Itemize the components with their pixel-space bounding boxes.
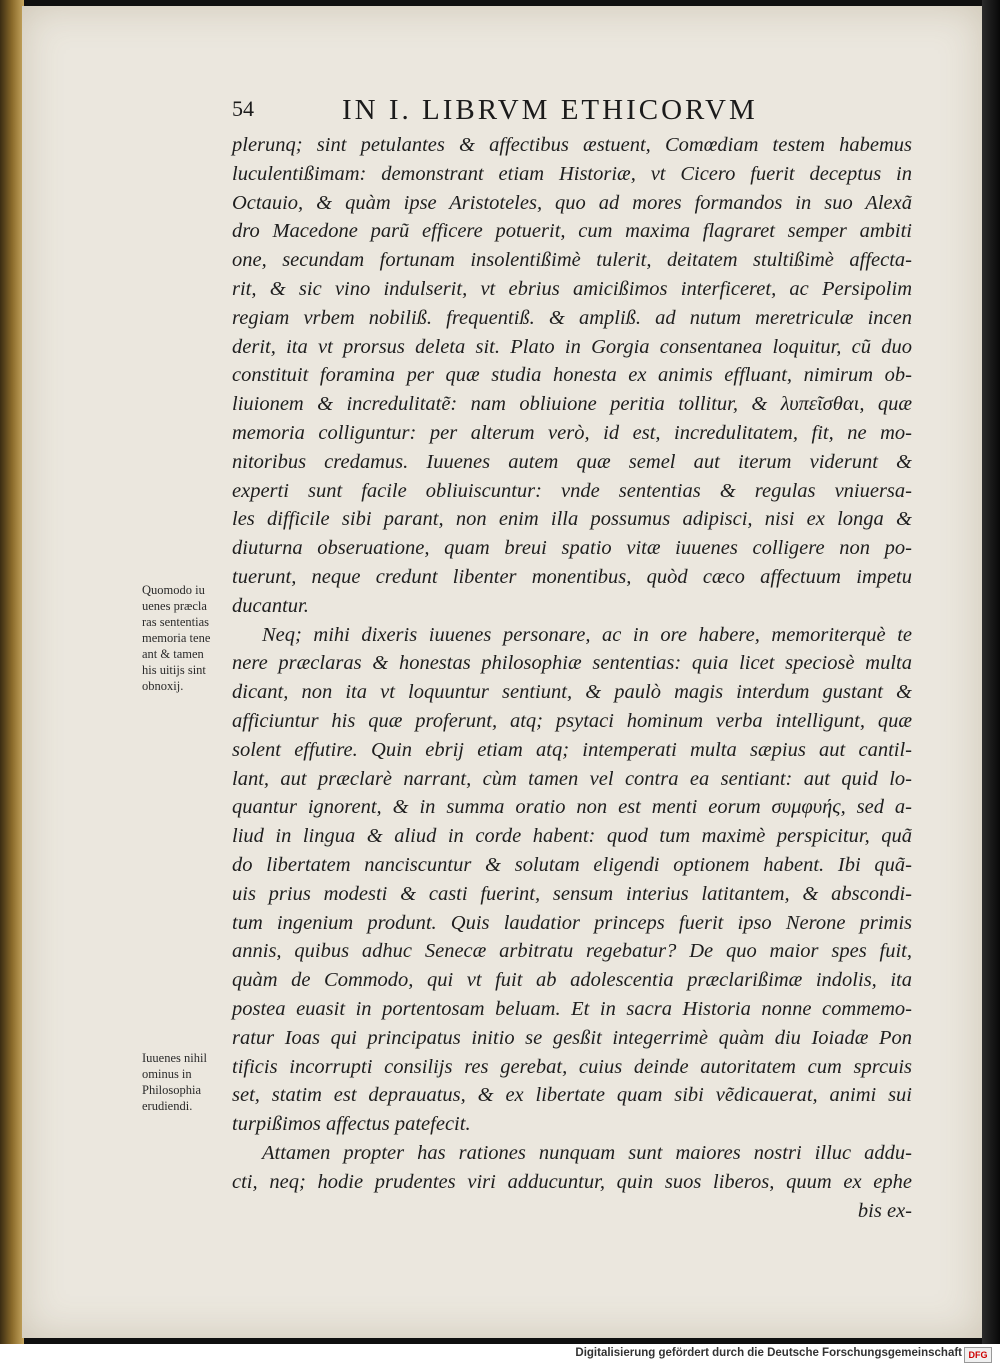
text-line: tum ingenium produnt. Quis laudatior princeps fuerit ipso Nerone primis [232,911,912,934]
text-line: dro Macedone parũ efficere potuerit, cum maxima flagraret semper ambiti [232,220,912,243]
text-line: dicant, non ita vt loquuntur sentiunt, & paulò magis interdum gustant & [232,681,912,704]
margin-note-line: erudiendi. [142,1099,193,1113]
text-line: nere præclaras & honestas philosophiæ sententias: quia licet speciosè multa [232,652,912,675]
text-line: quantur ignorent, & in summa oratio non est menti eorum συμφυής, sed a- [232,796,912,819]
margin-note-line: obnoxij. [142,679,184,693]
page-header [232,96,912,130]
text-line: postea euasit in portentosam beluam. Et in sacra Historia nonne commemo- [232,998,912,1020]
margin-note-line: memoria tene [142,631,211,645]
page-shadow-edge [982,0,1000,1344]
text-line: les difficile sibi parant, non enim illa possumus adipisci, nisi ex longa & [232,508,912,531]
text-line: Neq; mihi dixeris iuuenes personare, ac in ore habere, memoriterquè te [262,623,912,646]
text-line: annis, quibus adhuc Senecæ arbitratu regebatur? De quo maior spes fuit, [232,940,912,963]
margin-note-line: ant & tamen [142,647,204,661]
text-line: constituit foramina per quæ studia honesta ex animis effluant, nimirum ob- [232,364,912,387]
text-line: uis prius modesti & casti fuerint, sensum interius latitantem, & abscondi- [232,882,912,905]
text-line: cti, neq; hodie prudentes viri adducuntur, quin suos liberos, quum ex ephe [232,1170,912,1193]
text-line: solent effutire. Quin ebrij etiam atq; intemperati multa sæpius aut cantil- [232,738,912,761]
running-title: IN I. LIBRVM ETHICORVM [342,94,758,126]
text-line: experti sunt facile obliuiscuntur: vnde sententias & regulas vniuersa- [232,479,912,502]
dfg-logo: DFG [964,1347,992,1363]
text-line: rit, & sic vino indulserit, vt ebrius amicißimos interficeret, ac Persipolim [232,278,912,300]
text-line: tuerunt, neque credunt libenter monentibus, quòd cæco affectuum impetu [232,566,912,588]
text-line: Octauio, & quàm ipse Aristoteles, quo ad mores formandos in suo Alexã [232,191,912,214]
text-line: do libertatem nanciscuntur & solutam eligendi optionem habent. Ibi quã- [232,854,912,876]
margin-note-line: ras sententias [142,615,209,629]
margin-note-line: uenes præcla [142,599,207,613]
text-line: one, secundam fortunam insolentißimè tulerit, deitatem stultißimè affecta- [232,249,912,272]
margin-note-quomodo [142,582,234,694]
text-line: liud in lingua & aliud in corde habent: quod tum maximè perspicitur, quã [232,825,912,848]
footer-bar [0,1344,1000,1364]
text-line: afficiuntur his quæ proferunt, atq; psytaci hominum verba intelligunt, quæ [232,710,912,732]
text-line: liuionem & incredulitatẽ: nam obliuione peritia tollitur, & λυπεῖσθαι, quæ [232,393,912,416]
text-line: lant, aut præclarè narrant, cùm tamen vel contra ea sentiant: aut quid lo- [232,767,912,790]
margin-note-iuuenes [142,1050,234,1114]
text-line: quàm de Commodo, qui vt fuit ab adolescentia præclarißimæ indolis, ita [232,969,912,992]
margin-note-line: ominus in [142,1067,192,1081]
book-spine-edge [0,0,24,1344]
footer-credit: Digitalisierung gefördert durch die Deutsche Forschungsgemeinschaft [575,1347,962,1359]
text-line: memoria colliguntur: per alterum verò, id est, incredulitatem, fit, ne mo- [232,422,912,444]
text-line: derit, ita vt prorsus deleta sit. Plato in Gorgia consentanea loquitur, cũ duo [232,335,912,358]
text-line: tificis incorrupti consilijs res gerebat, cuius deinde autoritatem cum sprcuis [232,1055,912,1078]
margin-note-line: Iuuenes nihil [142,1051,207,1065]
page-number: 54 [232,96,254,121]
text-line: bis ex- [857,1199,912,1222]
text-line: Attamen propter has rationes nunquam sunt maiores nostri illuc addu- [262,1142,912,1164]
margin-note-line: Quomodo iu [142,583,205,597]
text-line: diuturna obseruatione, quam breui spatio vitæ iuuenes colligere non po- [232,537,912,560]
text-line: luculentißimam: demonstrant etiam Historiæ, vt Cicero fuerit deceptus in [232,162,912,185]
margin-note-line: his uitijs sint [142,663,206,677]
text-line: turpißimos affectus patefecit. [232,1113,471,1136]
text-line: plerunq; sint petulantes & affectibus æstuent, Comœdiam testem habemus [232,134,912,156]
text-line: ducantur. [232,594,309,617]
text-line: regiam vrbem nobiliß. frequentiß. & ampliß. ad nutum meretriculæ incen [232,306,912,329]
text-line: set, statim est deprauatus, & ex libertate quam sibi vẽdicauerat, animi sui [232,1084,912,1107]
margin-note-line: Philosophia [142,1083,202,1097]
text-line: nitoribus credamus. Iuuenes autem quæ semel aut iterum viderunt & [232,450,912,473]
text-line: ratur Ioas qui principatus initio se gesßit integerrimè quàm diu Ioiadæ Pon [232,1026,912,1049]
